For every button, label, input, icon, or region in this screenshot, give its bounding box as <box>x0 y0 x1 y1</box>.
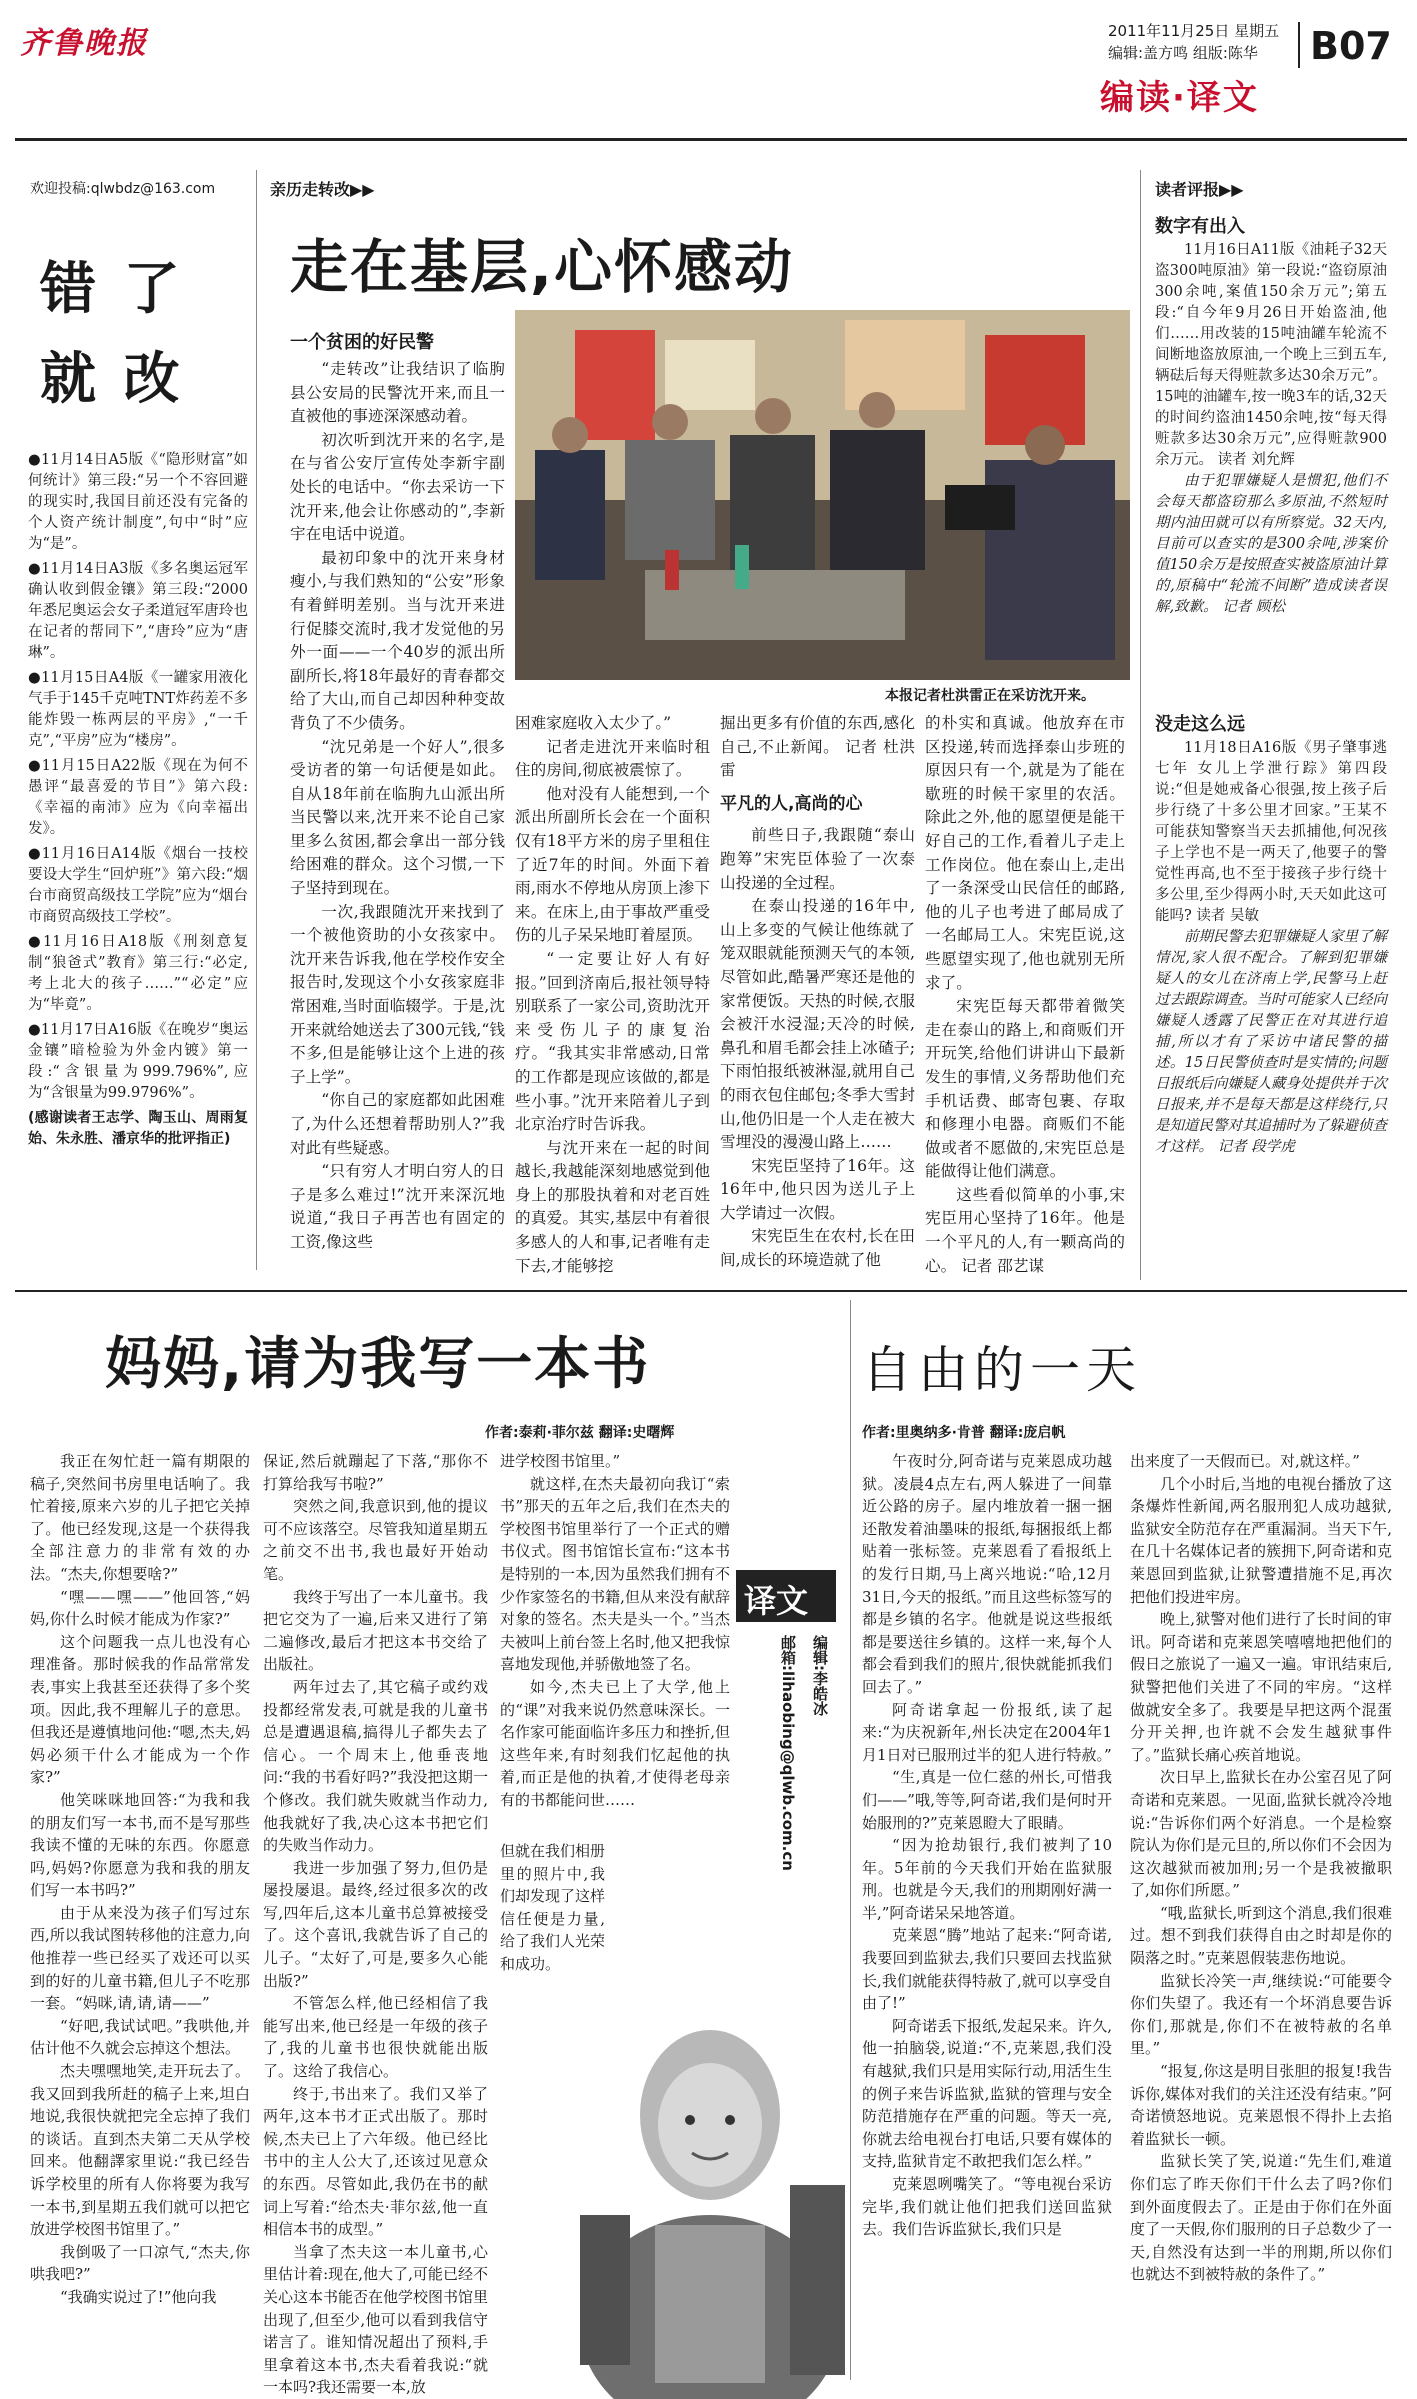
story-headline: 走在基层,心怀感动 <box>290 233 795 301</box>
article-paragraph: “因为抢劫银行,我们被判了10年。5年前的今天我们开始在监狱服刑。也就是今天,我们的刑期刚好满一半,”阿奇诺呆呆地答道。 <box>862 1836 1112 1922</box>
reader-letter: 11月18日A16版《男子肇事逃七年 女儿上学泄行踪》第四段说:“但是她戒备心很强,按上孩子后步行绕了十多公里才回家。”王某不可能获知警察当天去抓捕他,何况孩子上学也不是一两天了,他要子的警觉性再高,也不至于接孩子步行绕十多公里,至少得两小时,天天如此这可能吗? 读者 吴敏 <box>1155 740 1387 924</box>
story-column-2 <box>515 712 710 1282</box>
article-paragraph: 但就在我们相册里的照片中,我们却发现了这样信任便是力量,给了我们人光荣和成功。 <box>500 1842 606 1973</box>
article-paragraph: 晚上,狱警对他们进行了长时间的审讯。阿奇诺和克莱恩笑嘻嘻地把他们的假日之旅说了一遍又一遍。审讯结束后,狱警把他们关进了不同的牢房。“这样做就安全多了。我要是早把这两个混蛋分开关押,也许就不会发生越狱事件了。”监狱长痛心疾首地说。 <box>1130 1610 1392 1764</box>
translation-tag <box>736 1570 836 1622</box>
story-paragraph: “沈兄弟是一个好人”,很多受访者的第一句话便是如此。自从18年前在临朐九山派出所当民警以来,沈开来不论自己家里多么贫困,都会拿出一部分钱给困难的群众。这个习惯,一下子坚持到现在。 <box>290 737 505 898</box>
translation-label: 译文 <box>744 1582 809 1620</box>
photo-scene <box>515 310 1130 680</box>
article2-column-2 <box>263 1450 489 2397</box>
story-paragraph: 最初印象中的沈开来身材瘦小,与我们熟知的“公安”形象有着鲜明差别。当与沈开来进行促膝交流时,我才发觉他的另外一面——一个40岁的派出所副所长,将18年最好的青春都交给了大山,而自己却因种种变故背负了不少债务。 <box>290 548 505 732</box>
article3-column-2 <box>1130 1450 1392 2375</box>
article-paragraph: 阿奇诺拿起一份报纸,读了起来:“为庆祝新年,州长决定在2004年1月1日对已服刑过半的犯人进行特赦。” <box>862 1700 1112 1764</box>
interview-photo <box>515 310 1130 680</box>
article-paragraph: 我终于写出了一本儿童书。我把它交为了一遍,后来又进行了第二遍修改,最后才把这本书交给了出版社。 <box>263 1587 489 1674</box>
page-number-divider <box>1298 22 1300 68</box>
story-column-1 <box>290 358 505 1283</box>
article-paragraph: “生,真是一位仁慈的州长,可惜我们——”哦,等等,阿奇诺,我们是何时开始服刑的?”克莱恩瞪大了眼睛。 <box>862 1768 1112 1832</box>
article-paragraph: 突然之间,我意识到,他的提议可不应该落空。尽管我知道星期五之前交不出书,我也最好开始动笔。 <box>263 1497 489 1583</box>
girl-illustration <box>560 1985 850 2383</box>
article3-column-1 <box>862 1450 1112 2375</box>
article-paragraph: 当拿了杰夫这一本儿童书,心里估计着:现在,他大了,可能已经不关心这本书能否在他学校图书馆里出现了,但至少,他可以看到我信守诺言了。谁知情况超出了预料,手里拿着这本书,杰夫看着我说:“就一本吗?我还需要一本,放 <box>263 2242 489 2397</box>
article-paragraph: 午夜时分,阿奇诺与克莱恩成功越狱。凌晨4点左右,两人躲进了一间靠近公路的房子。屋内堆放着一捆一捆还散发着油墨味的报纸,每捆报纸上都贴着一张标签。克莱恩看了看报纸上的发行日期,马上离兴地说:“哈,12月31日,今天的报纸。”而且这些标签写的都是乡镇的名字。他就是说这些报纸都是要送往乡镇的。这样一来,每个人都会看到我们的照片,很快就能抓我们回去了。” <box>862 1452 1112 1696</box>
article-paragraph: 监狱长冷笑一声,继续说:“可能要令你们失望了。我还有一个坏消息要告诉你们,那就是,你们不在被特赦的名单里。” <box>1130 1971 1392 2058</box>
correction-item: ●11月14日A5版《“隐形财富”如何统计》第三段:“另一个不容回避的现实时,我国目前还没有完备的个人资产统计制度”,句中“时”应为“是”。 <box>28 452 248 552</box>
article-paragraph: 阿奇诺丢下报纸,发起呆来。许久,他一拍脑袋,说道:“不,克莱恩,我们没有越狱,我们只是用实际行动,用活生生的例子来告诉监狱,监狱的管理与安全防范措施存在严重的问题。等天一亮,你就去给电视台打电话,只要有媒体的支持,监狱肯定不敢把我们怎么样。” <box>862 2016 1112 2171</box>
story-paragraph: 宋宪臣生在农村,长在田间,成长的环境造就了他 <box>720 1227 915 1270</box>
story-paragraph: “一定要让好人有好报。”回到济南后,报社领导特别联系了一家公司,资助沈开来受伤儿子的康复治疗。“我其实非常感动,日常的工作都是现应该做的,都是些小事。”沈开来陪着儿子到北京治疗时告诉我。 <box>515 949 710 1134</box>
article-paragraph: 杰夫嘿嘿地笑,走开玩去了。我又回到我所赶的稿子上来,坦白地说,我很快就把完全忘掉了我们的谈话。直到杰夫第二天从学校回来。他翻譯家里说:“我已经告诉学校里的所有人你将要为我写一本书,到星期五我们就可以把它放进学校图书馆里了。” <box>30 2062 250 2239</box>
correction-item: ●11月16日A14版《烟台一技校要设大学生“回炉班”》第六段:“烟台市商贸高级技工学院”应为“烟台市商贸高级技工学校”。 <box>28 846 248 925</box>
photo-caption: 本报记者杜洪雷正在采访沈开来。 <box>885 688 1095 704</box>
article-paragraph: 我倒吸了一口凉气,“杰夫,你哄我吧?” <box>30 2242 250 2284</box>
story-paragraph: 这些看似简单的小事,宋宪臣用心坚持了16年。他是一个平凡的人,有一颗高尚的心。 记者 邵艺谋 <box>925 1185 1125 1275</box>
story-paragraph: 与沈开来在一起的时间越长,我越能深刻地感觉到他身上的那股执着和对老百姓的真爱。其实,基层中有着很多感人的人和事,记者唯有走下去,才能够挖 <box>515 1138 710 1275</box>
article3-byline: 作者:里奥纳多·肯普 翻译:庞启帆 <box>862 1425 1066 1441</box>
article2-column-3 <box>500 1450 730 1840</box>
correction-item: ●11月17日A16版《在晚岁“奥运金镶”暗检验为外金内镀》第一段:“含银量为999.796%”,应为“含银量为99.9796%”。 <box>28 1022 248 1101</box>
article2-column-1 <box>30 1450 250 2375</box>
article-paragraph: 终于,书出来了。我们又举了两年,这本书才正式出版了。那时候,杰夫已上了六年级。他已经比书中的主人公大了,还该过见意众的东西。尽管如此,我仍在书的献词上写着:“给杰夫·菲尔兹,他一直相信本书的成型。” <box>263 2084 488 2239</box>
article-paragraph: 两年过去了,其它稿子或约戏投都经常发表,可就是我的儿童书总是遭遇退稿,搞得儿子都失去了信心。一个周末上,他垂丧地问:“我的书看好吗?”我没把这期一个修改。我们就失败就当作动力,他我就好了我,决心这本书把它们的失败当作动力。 <box>263 1677 488 1855</box>
article-paragraph: 他笑咪咪地回答:“为我和我的朋友们写一本书,而不是写那些我读不懂的无味的东西。你愿意吗,妈妈?你愿意为我和我的朋友们写一本书吗?” <box>30 1790 250 1900</box>
story-paragraph: 掘出更多有价值的东西,感化自己,不止新闻。 记者 杜洪雷 <box>720 714 915 780</box>
story-column-3 <box>720 712 915 1282</box>
editor-credit: 编辑:盖方鸣 组版:陈华 <box>1108 44 1258 62</box>
newspaper-logo: 齐鲁晚报 <box>20 26 148 61</box>
readers-title-1: 数字有出入 <box>1155 216 1245 237</box>
article-paragraph: 出来度了一天假而已。对,就这样。” <box>1130 1452 1360 1470</box>
readers-title-2: 没走这么远 <box>1155 714 1245 735</box>
article-paragraph: “嘿——嘿——”他回答,“妈妈,你什么时候才能成为作家?” <box>30 1587 250 1629</box>
issue-date: 2011年11月25日 星期五 <box>1108 22 1280 40</box>
readers-block-2 <box>1155 738 1387 1278</box>
page-number: B07 <box>1310 24 1392 68</box>
left-column-divider <box>256 170 257 1270</box>
story-paragraph: 前些日子,我跟随“泰山跑筹”宋宪臣体验了一次泰山投递的全过程。 <box>720 826 915 892</box>
story-paragraph: 困难家庭收入太少了。” <box>515 714 672 732</box>
article-paragraph: 几个小时后,当地的电视台播放了这条爆炸性新闻,两名服刑犯人成功越狱,监狱安全防范存在严重漏洞。当天下午,在几十名媒体记者的簇拥下,阿奇诺和克莱恩回到监狱,让狱警遭措施不足,再次把他们投进牢房。 <box>1130 1474 1392 1606</box>
article-paragraph: 这个问题我一点儿也没有心理准备。那时候我的作品常常发表,事实上我甚至还获得了多个奖项。因此,我不理解儿子的意思。但我还是遵慎地问他:“嗯,杰夫,妈妈必须干什么才能成为一个作家?” <box>30 1632 250 1787</box>
story-paragraph: “走转改”让我结识了临朐县公安局的民警沈开来,而且一直被他的事迹深深感动着。 <box>290 360 505 426</box>
girl-figure <box>560 1985 850 2383</box>
correction-title-line2: 就 改 <box>40 347 184 412</box>
story-paragraph: 的朴实和真诚。他放弃在市区投递,转而选择泰山步班的原因只有一个,就是为了能在歇班的时候干家里的农活。除此之外,他的愿望便是能干好自己的工作,看着儿子走上工作岗位。他在泰山上,走出了一条深受山民信任的邮路,他的儿子也考进了邮局成了一名邮局工人。宋宪臣说,这些愿望实现了,他也就别无所求了。 <box>925 714 1125 992</box>
contact-email: 欢迎投稿:qlwbdz@163.com <box>30 181 216 197</box>
section-rule <box>15 1290 1407 1292</box>
correction-item: ●11月14日A3版《多名奥运冠军确认收到假金镶》第三段:“2000年悉尼奥运会女子柔道冠军唐玲也在记者的帮同下”,“唐玲”应为“唐琳”。 <box>28 561 248 661</box>
article-paragraph: 保证,然后就蹦起了下落,“那你不打算给我写书啦?” <box>263 1452 488 1493</box>
article-paragraph: 如今,杰夫已上了大学,他上的“课”对我来说仍然意味深长。一名作家可能面临许多压力和挫折,但这些年来,有时刻我们忆起他的执着,而正是他的执着,才使得老母亲有的书都能问世…… <box>500 1677 730 1809</box>
story-column-4 <box>925 712 1125 1282</box>
masthead <box>0 0 1417 140</box>
reporter-reply: 由于犯罪嫌疑人是惯犯,他们不会每天都盗窃那么多原油,不然短时期内油田就可以有所察觉。32天内,目前可以查实的是300余吨,涉案价值150余万是按照查实被盗原油计算的,原稿中“轮流不间断”造成读者误解,致歉。 记者 顾松 <box>1155 473 1387 615</box>
reader-letter: 11月16日A11版《油耗子32天盗300吨原油》第一段说:“盗窃原油300余吨,案值150余万元”;第五段:“自今年9月26日开始盗油,他们……用改装的15吨油罐车轮流不间断地盗放原油,一个晚上三到五车,辆砝后每天得赃款多达30余万元”。15吨的油罐车,按一晚3车的话,32天的时间约盗油1450余吨,按“每天得赃款多达30余万元”,应得赃款900余万元。 读者 刘允辉 <box>1155 242 1387 468</box>
story-paragraph: 记者走进沈开来临时租住的房间,彻底被震惊了。 <box>515 737 710 780</box>
section-name: 编读·译文 <box>1100 78 1259 118</box>
story-paragraph: 他对没有人能想到,一个派出所副所长会在一个面积仅有18平方米的房子里租住了近7年的时间。外面下着雨,雨水不停地从房顶上渗下来。在床上,由于事故严重受伤的儿子呆呆地盯着屋顶。 <box>515 784 710 945</box>
article-paragraph: “哦,监狱长,听到这个消息,我们很难过。想不到我们获得自由之时却是你的陨落之时。”克莱恩假装悲伤地说。 <box>1130 1903 1392 1968</box>
story-paragraph: 一次,我跟随沈开来找到了一个被他资助的小女孩家中。沈开来告诉我,他在学校作安全报告时,发现这个小女孩家庭非常困难,当时面临辍学。于是,沈开来就给她送去了300元钱,“钱不多,但是能够让这个上进的孩子上学”。 <box>290 902 505 1086</box>
article-paragraph: “报复,你这是明目张胆的报复!我告诉你,媒体对我们的关注还没有结束。”阿奇诺愤怒地说。克莱恩恨不得扑上去掐着监狱长一顿。 <box>1130 2062 1392 2148</box>
translation-email: 邮箱:lihaobing@qlwb.com.cn <box>779 1635 797 1871</box>
article-paragraph: “好吧,我试试吧。”我哄他,并估计他不久就会忘掉这个想法。 <box>30 2016 250 2058</box>
story-paragraph: 宋宪臣坚持了16年。这16年中,他只因为送儿子上大学请过一次假。 <box>720 1156 915 1222</box>
story-paragraph: 在泰山投递的16年中,山上多变的气候让他练就了笼双眼就能预测天气的本领,尽管如此,酷暑严寒还是他的家常便饭。天热的时候,衣服会被汗水浸湿;天冷的时候,鼻孔和眉毛都会挂上冰碴子;下雨怕报纸被淋湿,就用自己的雨衣包住邮包;冬季大雪封山,他仍旧是一个人走在被大雪埋没的漫漫山路上…… <box>720 897 915 1152</box>
story-paragraph: 初次听到沈开来的名字,是在与省公安厅宣传处李新宇副处长的电话中。“你去采访一下沈开来,他会让你感动的”,李新宇在电话中说道。 <box>290 430 505 544</box>
translation-editor: 编辑:李皓冰 <box>811 1635 829 1716</box>
article-paragraph: 监狱长笑了笑,说道:“先生们,难道你们忘了昨天你们干什么去了吗?你们到外面度假去了。正是由于你们在外面度了一天假,你们服刑的日子总数少了一天,自然没有达到一半的刑期,所以你们也就达不到被特赦的条件了。” <box>1130 2152 1392 2284</box>
article-paragraph: 由于从来没为孩子们写过东西,所以我试图转移他的注意力,向他推荐一些已经买了戏还可以买到的好的儿童书籍,但儿子不吃那一套。“妈咪,请,请,请——” <box>30 1903 250 2013</box>
story-kicker: 亲历走转改▶▶ <box>270 180 375 199</box>
correction-thanks: (感谢读者王志学、陶玉山、周雨复始、朱永胜、潘京华的批评指正) <box>28 1110 248 1147</box>
correction-item: ●11月16日A18版《刑刻意复制“狼爸式”教育》第三行:“必定,考上北大的孩子……”“必定”应为“毕竟”。 <box>28 934 248 1013</box>
article-paragraph: 克莱恩“腾”地站了起来:“阿奇诺,我要回到监狱去,我们只要回去找监狱长,我们就能获得特赦了,就可以享受自由了!” <box>862 1926 1112 2013</box>
article-paragraph: 次日早上,监狱长在办公室召见了阿奇诺和克莱恩。一见面,监狱长就冷冷地说:“告诉你们两个好消息。一个是检察院认为你们是元旦的,所以你们不会因为这次越狱而被加刑;另一个是我被撤职了,如你们所愿。” <box>1130 1768 1392 1900</box>
article-paragraph: 不管怎么样,他已经相信了我能写出来,他已经是一年级的孩子了,我的儿童书也很快就能出版了。这给了我信心。 <box>263 1994 488 2081</box>
article-paragraph: 就这样,在杰夫最初向我订“索书”那天的五年之后,我们在杰夫的学校图书馆里举行了一个正式的赠书仪式。图书馆馆长宣布:“这本书是特别的一本,因为虽然我们拥有不少作家签名的书籍,但从来没有献辞对象的签名。杰夫是头一个。”当杰夫被叫上前台签上名时,他又把我惊喜地发现他,并骄傲地签了名。 <box>500 1474 730 1674</box>
story-subhead-2: 平凡的人,高尚的心 <box>720 793 863 814</box>
masthead-rule <box>15 138 1407 141</box>
article-paragraph: 进学校图书馆里。” <box>500 1452 621 1470</box>
readers-block-1 <box>1155 240 1387 710</box>
correction-title-line1: 错 了 <box>40 257 184 322</box>
article2-byline: 作者:泰莉·菲尔兹 翻译:史曙辉 <box>485 1425 675 1441</box>
reporter-reply: 前期民警去犯罪嫌疑人家里了解情况,家人很不配合。了解到犯罪嫌疑人的女儿在济南上学,民警马上赶过去跟踪调查。当时可能家人已经向嫌疑人透露了民警正在对其进行追捕,所以才有了采访中诸民警的描述。15日民警侦查时是实情的;问题日报纸后向嫌疑人藏身处提供并于次日报来,并不是每天都是这样绕行,只是知道民警对其追捕时为了躲避侦查才这样。 记者 段学虎 <box>1155 929 1387 1155</box>
right-column-divider <box>1140 170 1141 1280</box>
story-subhead: 一个贫困的好民警 <box>290 332 434 353</box>
correction-item: ●11月15日A4版《一罐家用液化气手于145千克吨TNT炸药差不多能炸毁一栋两层的平房》,“一千克”,“平房”应为“楼房”。 <box>28 670 248 749</box>
corrections-list <box>28 450 248 1250</box>
article-paragraph: “我确实说过了!”他向我 <box>60 2287 217 2306</box>
article2-title: 妈妈,请为我写一本书 <box>105 1332 651 1397</box>
article-divider <box>850 1300 851 2380</box>
readers-kicker: 读者评报▶▶ <box>1155 180 1244 199</box>
story-paragraph: “你自己的家庭都如此困难了,为什么还想着帮助别人?”我对此有些疑惑。 <box>290 1091 505 1157</box>
article-paragraph: 克莱恩咧嘴笑了。“等电视台采访完毕,我们就让他们把我们送回监狱去。我们告诉监狱长,我们只是 <box>862 2175 1112 2239</box>
article3-title: 自由的一天 <box>862 1341 1142 1399</box>
correction-item: ●11月15日A22版《现在为何不愚评“最喜爱的节目”》第六段:《幸福的南沛》应为《向幸福出发》。 <box>28 758 248 837</box>
article-paragraph: 我进一步加强了努力,但仍是屡投屡退。最终,经过很多次的改写,四年后,这本儿童书总算被接受了。这个喜讯,我就告诉了自己的儿子。“太好了,可是,要多久心能出版?” <box>263 1858 488 1990</box>
story-paragraph: “只有穷人才明白穷人的日子是多么难过!”沈开来深沉地说道,“我日子再苦也有固定的工资,像这些 <box>290 1162 505 1251</box>
article-paragraph: 我正在匆忙赶一篇有期限的稿子,突然间书房里电话响了。我忙着接,原来六岁的儿子把它关掉了。他已经发现,这是一个获得我全部注意力的非常有效的办法。“杰夫,你想要啥?” <box>30 1452 250 1583</box>
story-paragraph: 宋宪臣每天都带着微笑走在泰山的路上,和商贩们开开玩笑,给他们讲讲山下最新发生的事情,义务帮助他们充手机话费、邮寄包裹、存取和修理小电器。商贩们不能做或者不愿做的,宋宪臣总是能做得让他们满意。 <box>925 997 1125 1181</box>
